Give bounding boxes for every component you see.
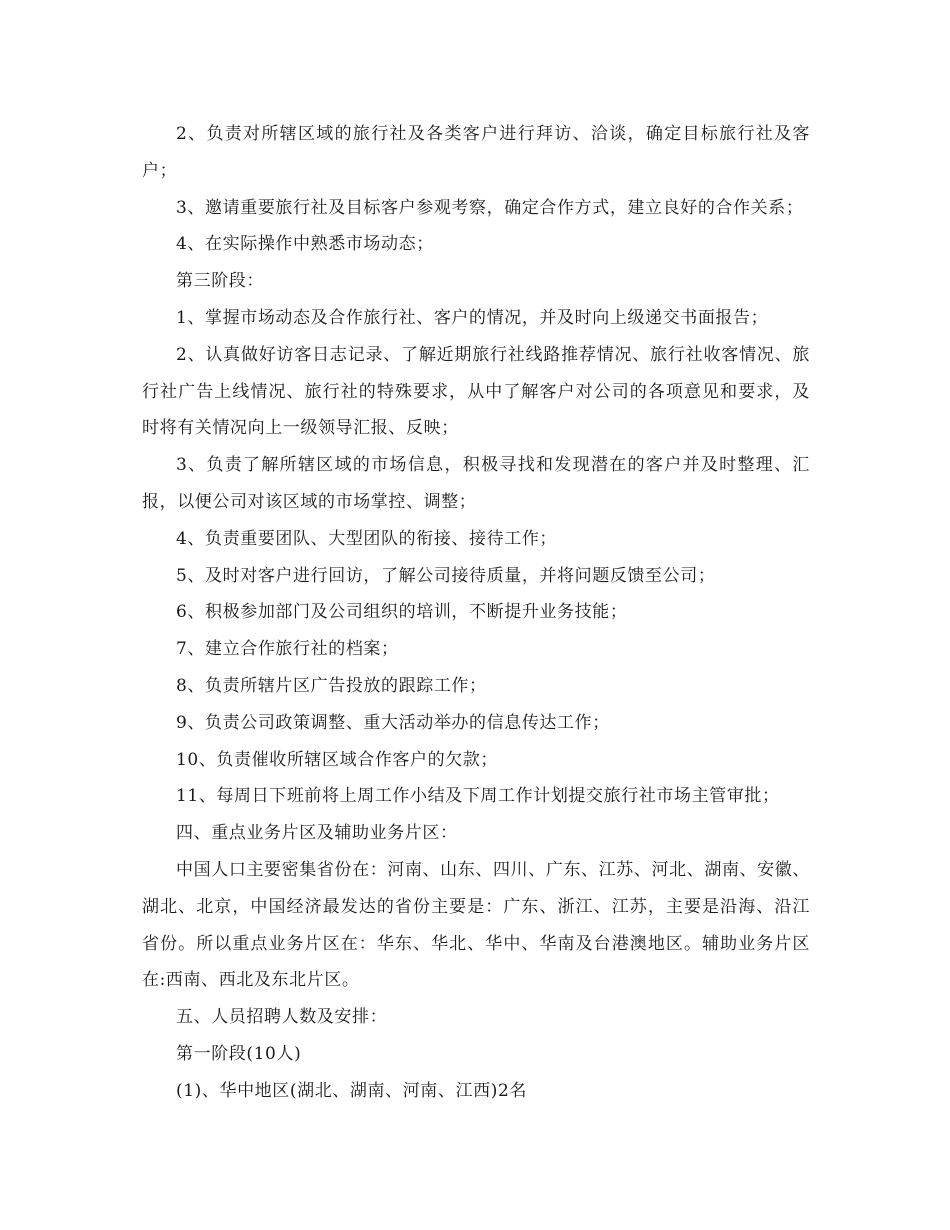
paragraph-6: 2、认真做好访客日志记录、了解近期旅行社线路推荐情况、旅行社收客情况、旅行社广告上线情况、旅行社的特殊要求，从中了解客户对公司的各项意见和要求，及时将有关情况向上一级领导汇报、反映； [142, 344, 810, 439]
paragraph-11: 7、建立合作旅行社的档案； [176, 639, 399, 660]
section-heading-recruitment: 五、人员招聘人数及安排： [176, 1007, 388, 1028]
paragraph-3: 4、在实际操作中熟悉市场动态； [176, 234, 434, 255]
paragraph-central-china: (1)、华中地区(湖北、湖南、河南、江西)2名 [176, 1080, 527, 1101]
section-heading-phase-3: 第三阶段： [176, 271, 264, 292]
paragraph-13: 9、负责公司政策调整、重大活动举办的信息传达工作； [176, 712, 610, 733]
paragraph-regions: 中国人口主要密集省份在：河南、山东、四川、广东、江苏、河北、湖南、安徽、湖北、北京，中国经济最发达的省份主要是：广东、浙江、江苏，主要是沿海、沿江省份。所以重点业务片区在：华东、华北、华中、华南及台港澳地区。辅助业务片区在:西南、西北及东北片区。 [142, 859, 810, 991]
paragraph-2: 3、邀请重要旅行社及目标客户参观考察，确定合作方式，建立良好的合作关系； [176, 197, 804, 218]
paragraph-1: 2、负责对所辖区域的旅行社及各类客户进行拜访、洽谈，确定目标旅行社及客户； [142, 124, 810, 181]
paragraph-8: 4、负责重要团队、大型团队的衔接、接待工作； [176, 528, 558, 549]
paragraph-12: 8、负责所辖片区广告投放的跟踪工作； [176, 675, 487, 696]
document-body [142, 116, 810, 1110]
phase-1-heading: 第一阶段(10人) [176, 1043, 302, 1064]
paragraph-15: 11、每周日下班前将上周工作小结及下周工作计划提交旅行社市场主管审批； [176, 786, 780, 807]
paragraph-9: 5、及时对客户进行回访，了解公司接待质量，并将问题反馈至公司； [176, 565, 716, 586]
section-heading-regions: 四、重点业务片区及辅助业务片区： [176, 823, 458, 844]
paragraph-10: 6、积极参加部门及公司组织的培训，不断提升业务技能； [176, 602, 628, 623]
paragraph-5: 1、掌握市场动态及合作旅行社、客户的情况，并及时向上级递交书面报告； [176, 307, 769, 328]
paragraph-14: 10、负责催收所辖区域合作客户的欠款； [176, 749, 499, 770]
paragraph-7: 3、负责了解所辖区域的市场信息，积极寻找和发现潜在的客户并及时整理、汇报，以便公司对该区域的市场掌控、调整； [142, 455, 810, 512]
